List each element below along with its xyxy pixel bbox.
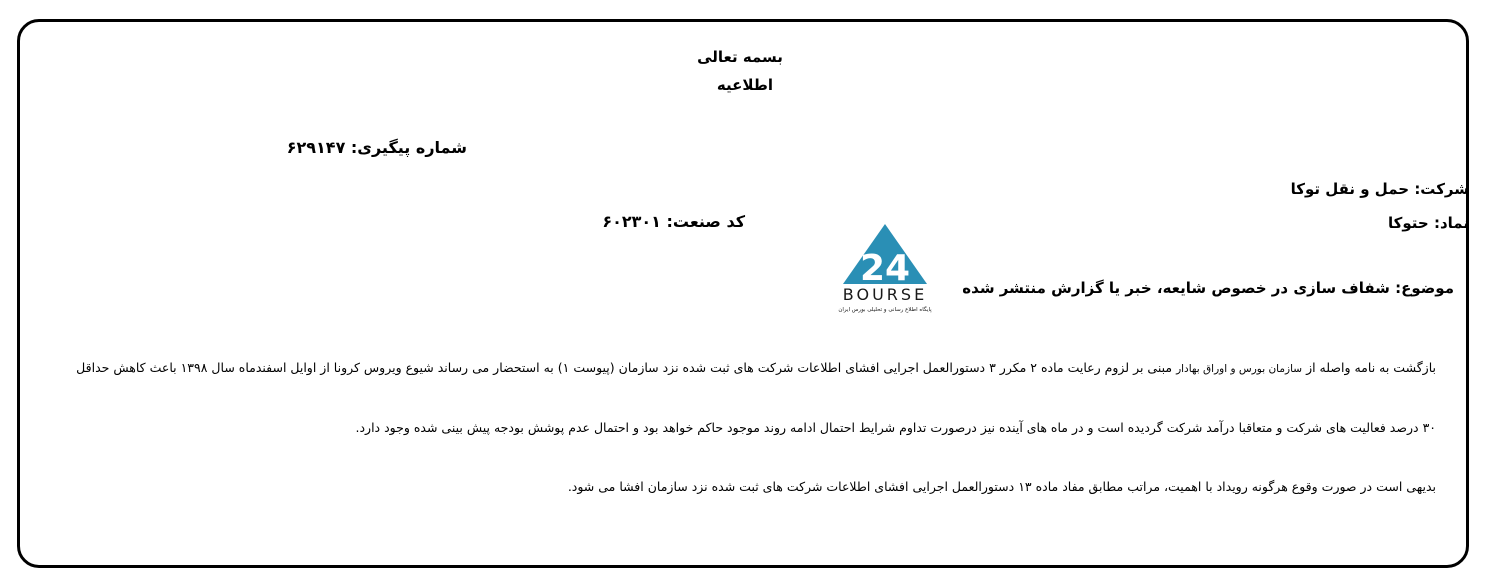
- body-line-1-org: سازمان بورس و اوراق بهادار: [1176, 363, 1303, 375]
- subject-line: [962, 279, 1454, 297]
- body-paragraph-line-1: [76, 360, 1436, 375]
- subject-label: موضوع:: [1395, 279, 1454, 297]
- svg-text:BOURSE: BOURSE: [842, 285, 928, 304]
- company-label: شرکت:: [1414, 180, 1469, 198]
- industry-value: ۶۰۲۳۰۱: [602, 212, 661, 231]
- bourse24-logo-mark: [828, 222, 943, 314]
- industry-code-line: [602, 212, 745, 231]
- bourse24-logo: [828, 222, 943, 314]
- industry-label: کد صنعت:: [666, 212, 745, 231]
- subject-value: شفاف سازی در خصوص شایعه، خبر یا گزارش منتشر شده: [962, 279, 1390, 297]
- body-paragraph-line-2: ۳۰ درصد فعالیت های شرکت و متعاقبا درآمد شرکت گردیده است و در ماه های آینده نیز درصورت تداوم شرایط احتمال ادامه روند موجود حاکم خواهد بود و احتمال عدم پوشش بودجه پیش بینی شده وجود دارد.: [355, 420, 1436, 435]
- company-value: حمل و نقل توکا: [1290, 180, 1410, 198]
- tracking-number: [287, 138, 467, 157]
- symbol-line: [1388, 214, 1469, 232]
- symbol-label: نماد:: [1433, 214, 1469, 232]
- tracking-label: شماره پیگیری:: [350, 138, 467, 157]
- svg-text:24: 24: [859, 248, 911, 289]
- symbol-value: حتوکا: [1388, 214, 1429, 232]
- body-line-1-start: بازگشت به نامه واصله از: [1306, 360, 1436, 375]
- tracking-value: ۶۲۹۱۴۷: [286, 138, 346, 157]
- body-line-1-end: مبنی بر لزوم رعایت ماده ۲ مکرر ۳ دستورالعمل اجرایی افشای اطلاعات شرکت های ثبت شده نزد سازمان (پیوست ۱) به استحضار می رساند شیوع ویروس کرونا از اوایل اسفندماه سال ۱۳۹۸ باعث کاهش حداقل: [76, 360, 1173, 375]
- company-line: [1291, 180, 1469, 198]
- svg-text:پایگاه اطلاع رسانی و تحلیلی بو: پایگاه اطلاع رسانی و تحلیلی بورس ایران: [838, 307, 932, 313]
- announcement-title: اطلاعیه: [716, 76, 774, 94]
- bismillah-heading: بسمه تعالی: [697, 48, 783, 66]
- body-paragraph-line-3: بدیهی است در صورت وقوع هرگونه رویداد با اهمیت، مراتب مطابق مفاد ماده ۱۳ دستورالعمل اجرایی افشای اطلاعات شرکت های ثبت شده نزد سازمان افشا می شود.: [567, 479, 1436, 494]
